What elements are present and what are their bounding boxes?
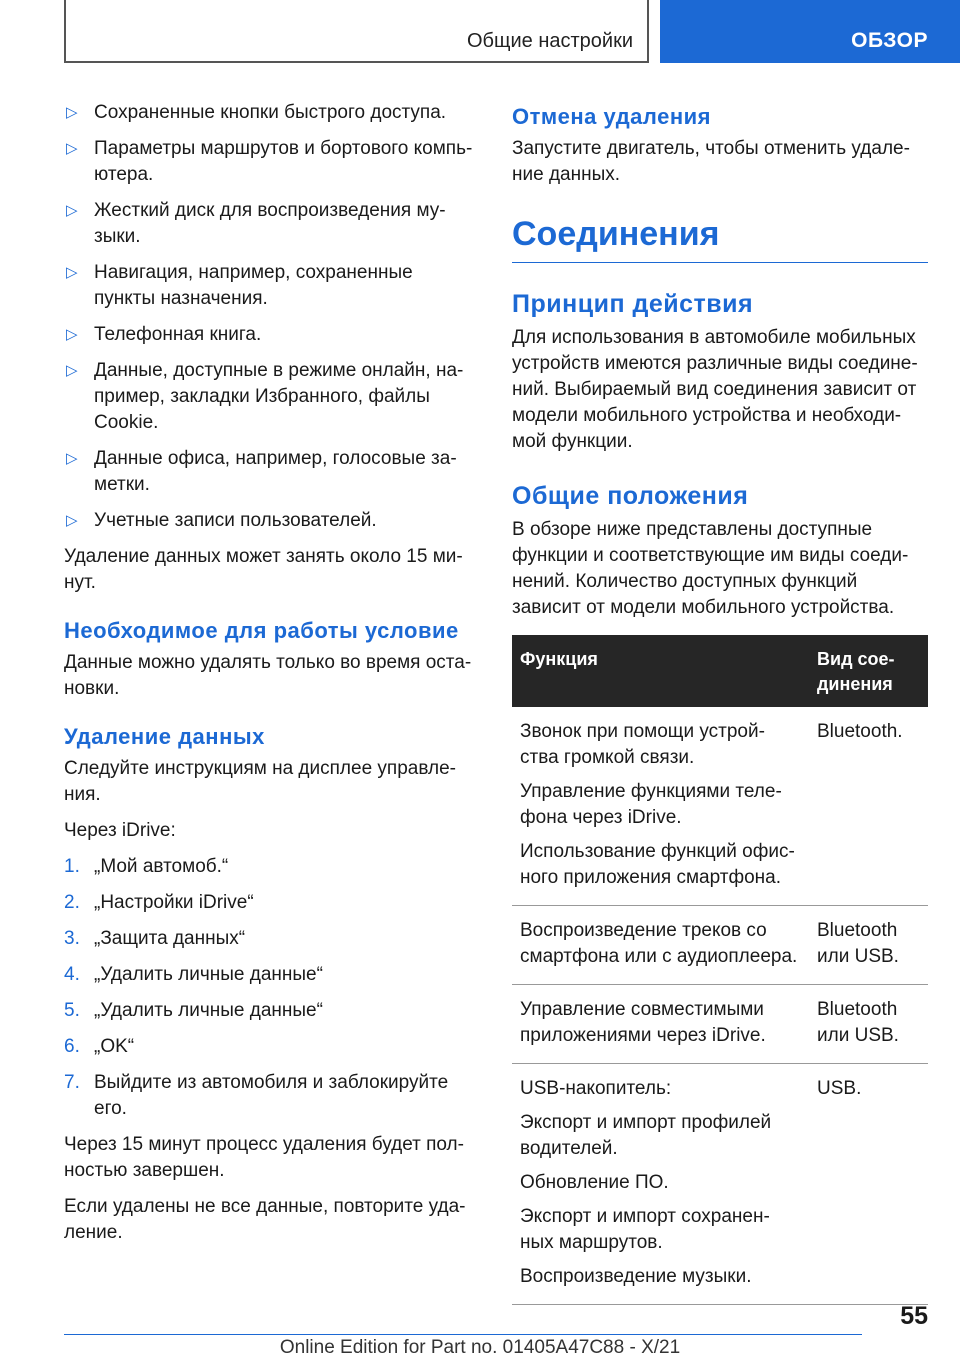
footer-edition: Online Edition for Part no. 01405A47C88 - X/21 [279,1337,681,1358]
function-cell: Управление совместимыми приложениями через iDrive. [512,985,809,1064]
list-item: ▷ Сохраненные кнопки быстрого доступа. [64,100,478,126]
type-cell: Bluetooth или USB. [809,906,928,985]
header-tab-overview[interactable] [660,0,960,63]
list-item: ▷ Данные офиса, например, голосовые за-метки. [66,448,457,495]
delete-instructions: Следуйте инструкциям на дисплее управле-ния. [64,758,456,805]
right-column [512,100,928,1305]
connections-table [512,635,928,1305]
via-idrive-label: Через iDrive: [64,820,176,841]
list-item: 3. „Защита данных“ [64,928,246,949]
list-item: ▷ Навигация, например, сохраненные пункты назначения. [66,262,413,309]
heading-connections: Соединения [512,214,928,263]
type-cell: Bluetooth. [809,707,928,906]
function-cell: Звонок при помощи устрой-ства громкой связи. Управление функциями теле-фона через iDrive. Использование функций офис-ного приложения смартфона. [512,707,809,906]
triangle-bullet-icon: ▷ [66,326,78,343]
header-section-title: Общие настройки [467,30,633,52]
repeat-note: Если удалены не все данные, повторите уда-ление. [64,1196,466,1243]
triangle-bullet-icon: ▷ [66,512,78,529]
list-item: 5. „Удалить личные данные“ [64,1000,323,1021]
steps-list [64,854,478,1122]
list-item: 4. „Удалить личные данные“ [64,964,323,985]
heading-condition: Необходимое для работы условие [64,618,459,643]
triangle-bullet-icon: ▷ [66,104,78,121]
list-item: ▷ Телефонная книга. [64,322,478,348]
general-text: В обзоре ниже представлены доступные функции и соответствующие им виды соеди-нений. Количество доступных функций зависит от модели мобильного устройства. [512,519,909,618]
list-item: ▷ Данные, доступные в режиме онлайн, на-пример, закладки Избранного, файлы Cookie. [66,360,464,433]
heading-principle: Принцип действия [512,290,754,318]
page-number: 55 [900,1302,928,1330]
data-bullet-list [64,100,478,534]
table-header-row [512,635,928,707]
triangle-bullet-icon: ▷ [66,264,78,281]
function-cell: Воспроизведение треков со смартфона или с аудиоплеера. [512,906,809,985]
column-header-function: Функция [512,635,809,707]
type-cell: USB. [809,1064,928,1305]
left-column [64,100,478,1256]
table-row [512,707,928,906]
function-cell: USB-накопитель: Экспорт и импорт профилей водителей. Обновление ПО. Экспорт и импорт сохранен-ных маршрутов. Воспроизведение музыки. [512,1064,809,1305]
triangle-bullet-icon: ▷ [66,202,78,219]
header-section-box [64,0,649,63]
list-item: ▷ Параметры маршрутов и бортового компь-ютера. [66,138,473,185]
heading-cancel-delete: Отмена удаления [512,104,711,129]
cancel-text: Запустите двигатель, чтобы отменить удале-ние данных. [512,138,910,185]
list-item: 1. „Мой автомоб.“ [64,856,229,877]
triangle-bullet-icon: ▷ [66,362,78,379]
list-item: 7. Выйдите из автомобиля и заблокируйте его. [64,1072,449,1119]
principle-text: Для использования в автомобиле мобильных устройств имеются различные виды соедине-ний. Выбираемый вид соединения зависит от модели мобильного устройства и необходи-мой функции. [512,327,918,452]
header-tab-label: ОБЗОР [851,29,928,52]
list-item: 2. „Настройки iDrive“ [64,892,254,913]
type-cell: Bluetooth или USB. [809,985,928,1064]
triangle-bullet-icon: ▷ [66,450,78,467]
list-item: ▷ Учетные записи пользователей. [64,508,478,534]
table-row [512,1064,928,1305]
column-header-type: Вид сое-динения [809,635,928,707]
heading-delete-data: Удаление данных [64,724,265,749]
table-row [512,906,928,985]
duration-note: Удаление данных может занять около 15 ми-нут. [64,546,463,593]
heading-general: Общие положения [512,482,749,510]
completion-note: Через 15 минут процесс удаления будет пол-ностью завершен. [64,1134,464,1181]
condition-text: Данные можно удалять только во время оста-новки. [64,652,472,699]
list-item: ▷ Жесткий диск для воспроизведения му-зыки. [66,200,446,247]
table-row [512,985,928,1064]
list-item: 6. „OK“ [64,1036,135,1057]
triangle-bullet-icon: ▷ [66,140,78,157]
footer-divider [64,1334,862,1335]
